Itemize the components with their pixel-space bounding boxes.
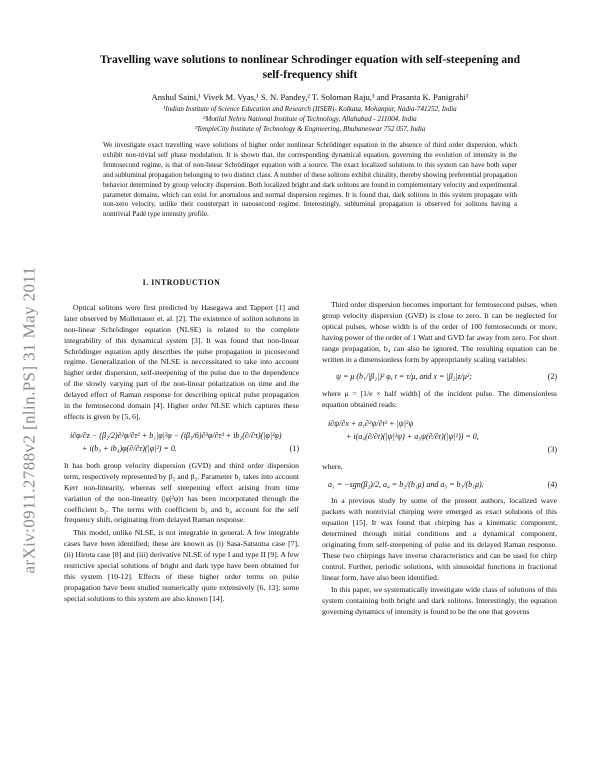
left-column [64,278,299,607]
title-line-2: self-frequency shift [262,68,358,81]
equation-3-line-2: + i(a₄(∂/∂t)(|ψ|²ψ) + a₅ψ(∂/∂t)(|ψ|²)) = 0, [346,431,479,441]
equation-1-line-1: i∂φ/∂z − (β₂/2)∂²φ/∂τ² + b₁|φ|²φ − (iβ₃/6)∂³φ/∂τ³ + ib₂(∂/∂τ)(|φ|²φ) [70,430,282,440]
equation-3-line-1: i∂ψ/∂x + a₁∂²ψ/∂t² + |ψ|²ψ [328,418,414,428]
equation-2 [322,371,557,383]
section-heading-introduction: I. INTRODUCTION [142,278,221,287]
author-list: Anshul Saini,¹ Vivek M. Vyas,¹ S. N. Pandey,² T. Soloman Raju,³ and Prasanta K. Panigrahi¹ [151,92,469,102]
right-paragraph-2: where μ = [1/e × half width] of the incident pulse. The dimensionless equation obtained reads: [322,388,557,409]
equation-1-number: (1) [289,443,299,453]
equation-4 [322,479,557,491]
abstract: We investigate exact travelling wave solutions of higher order nonlinear Schrödinger equation in the absence of third order dispersion, which exhibit non-trivial self phase modulation. It is shown that, the corresponding dynamical equation, governing the evolution of intensity in the femtosecond regime, is that of non-linear Schrödinger equation with a source. The exact localized solutions to this system can have both super and subluminal propagation belonging to two distinct class. A number of these solitons exhibit chirality, thereby showing preferential propagation behavior determined by group velocity dispersion. Both localized bright and dark solitons are found in complementary velocity and experimental parameter domains, which can exist for anomalous and normal dispersion regimes. It is found that, dark solitons in this system propagate with non-zero velocity, unlike their counterpart in nanosecond regime. Interestingly, subluminal propagation is observed for solitons having a nontrivial Padé type intensity profile. [103,141,517,219]
equation-1-line-2: + i(b₃ + ib₄)φ(∂/∂τ)(|φ|²) = 0. [82,443,177,453]
affiliation-1: ¹Indian Institute of Science Education and Research (IISER)- Kolkata, Mohanpur, Nadia-741252, India [163,105,457,113]
equation-3 [322,417,557,456]
equation-2-body: ψ = μ (b₁/|β₂|)² φ, t = τ/μ, and x = |β₂|z/μ²; [336,372,472,382]
affiliations [64,104,556,135]
equation-3-number: (3) [547,444,557,454]
title-line-1: Travelling wave solutions to nonlinear Schrodinger equation with self-steepening and [99,53,521,66]
intro-paragraph-2: It has both group velocity dispersion (GVD) and third order dispersion term, respectively represented by β₂ and β₃. Parameter b₁ takes into account Kerr non-linearity, whereas self steepening effect arising from time variation of the non-linearity (|φ|²φ)τ has been incorporated through the coefficient b₂. The terms with coefficient b₃ and b₄ account for the self frequency shift, originating from delayed Raman response. [64,460,299,525]
right-paragraph-4: In this paper, we systematically investigate wide class of solutions of this system containing both bright and dark solitons. Interestingly, the equation governing dynamics of intensity is found to be the one that governs [322,585,557,617]
arxiv-id-text: arXiv:0911.2788v2 [nlin.PS] 31 May 2011 [20,266,40,574]
where-label: where, [322,461,343,471]
equation-2-number: (2) [547,372,557,382]
equation-4-number: (4) [547,479,557,489]
right-column [322,300,557,620]
equation-4-body: a₁ = −sgn(β₂)/2, a₄ = b₂/(b₁μ) and a₅ = b₃/(b₁μ). [328,479,484,489]
affiliation-2: ²Motilal Nehru National Institute of Technology, Allahabad - 211004, India [203,115,417,124]
right-paragraph-1: Third order dispersion becomes important for femtosecond pulses, when group velocity dispersion (GVD) is close to zero. It can be neglected for optical pulses, whose width is of the order of 100 femtoseconds or more, having power of the order of 1 Watt and GVD far away from zero. For short range propagation, b₄ can also be ignored. The resulting equation can be written in a dimensionless form by appropriately scaling variables: [322,300,557,364]
affiliation-3: ³TempleCity Institute of Technology & Engineering, Bhubaneswar 752 057, India [194,125,426,134]
equation-1 [64,429,299,455]
paper-title [64,52,556,82]
arxiv-identifier-stamp [10,160,50,680]
right-paragraph-3: In a previous study by some of the present authors, localized wave packets with nontrivial chirping were emerged as exact solutions of this equation [15]. It was found that chirping has a kinematic component, determined through initial conditions and a dynamical component, originating from self-steepening of pulse and its delayed Raman response. These two chirpings have inverse characteristics and can be used for chirp control. Further, periodic solutions, with sinusoidal functions in fractional linear form, have also been identified. [322,496,557,582]
intro-paragraph-1: Optical solitons were first predicted by Hasegawa and Tappert [1] and later observed by Mollenauer et. al. [2]. The existence of soliton solutons in non-linear Schrödinger equation (NLSE) is related to the complete integrability of this dynamical system [3]. It was found that non-linear Schrödinger equation aptly describes the pulse propagation in picosecond regime. Generalization of the NLSE is neccessitated to take into account higher order dispersion, self-steepening of the pulse due to the dependence of the slowly varying part of the non-linear polarization on time and the delayed effect of Raman response for describing optical pulse propagation in the femtosecond domain [4]. Higher order NLSE which captures these effects is given by [5, 6], [64,302,299,421]
intro-paragraph-3: This model, unlike NLSE, is not integrable in general. A few integrable cases have been identified; these are known as (i) Sasa-Satsuma case [7], (ii) Hirota case [8] and (iii) derivative NLSE of type I and type II [9]. A few restrictive special solutions of bright and dark type have been obtained for this system [10-12]. Effects of these higher order terms on pulse propagation have been studied numerically quite extensively [6, 13]; some special solutions to this system are also known [14]. [64,528,299,603]
